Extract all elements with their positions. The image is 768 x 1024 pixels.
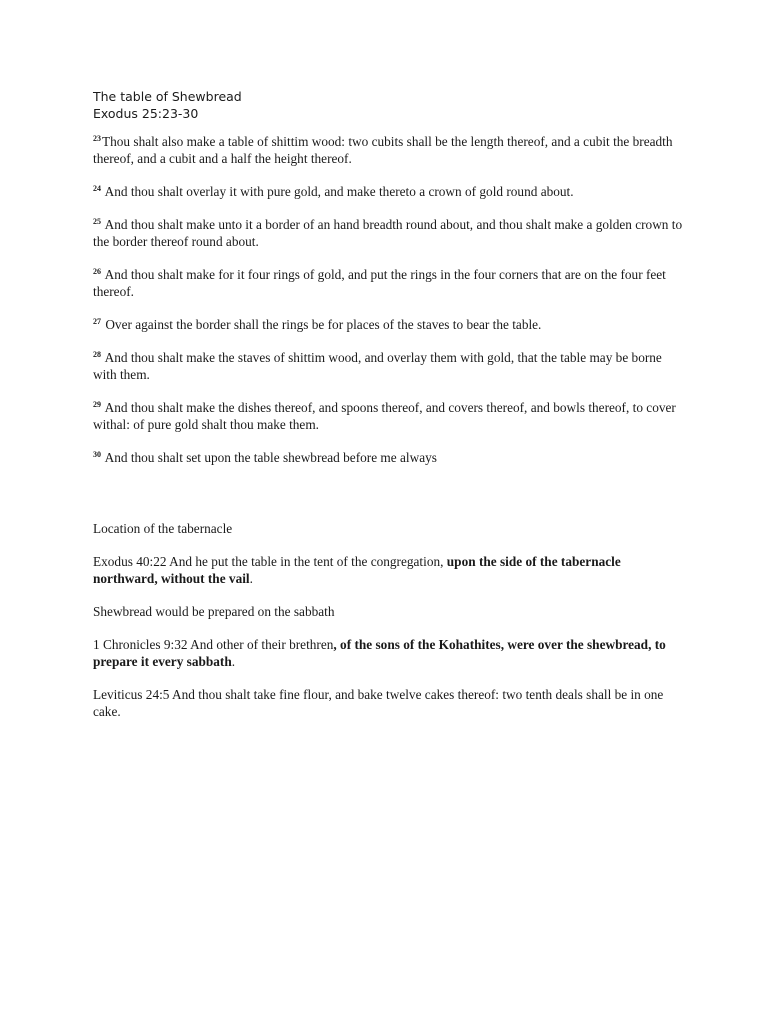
chronicles-end: . — [231, 654, 236, 669]
verse-28 — [93, 349, 683, 383]
verse-text: And thou shalt make the dishes thereof, and spoons thereof, and covers thereof, and bowls thereof, to cover withal: of pure gold shalt thou make them. — [93, 400, 676, 432]
verse-text: And thou shalt make the staves of shittim wood, and overlay them with gold, that the table may be borne with them. — [93, 350, 662, 382]
verse-27 — [93, 316, 683, 333]
chronicles-plain-text: 1 Chronicles 9:32 And other of their brethren — [93, 637, 334, 652]
verse-text: And thou shalt make for it four rings of gold, and put the rings in the four corners that are on the four feet thereof. — [93, 267, 666, 299]
verse-29 — [93, 399, 683, 433]
verse-26 — [93, 266, 683, 300]
leviticus-24-5: Leviticus 24:5 And thou shalt take fine flour, and bake twelve cakes thereof: two tenth deals shall be in one cake. — [93, 687, 664, 719]
verse-number: 29 — [93, 400, 101, 409]
exodus-plain-text: Exodus 40:22 And he put the table in the tent of the congregation, — [93, 554, 447, 569]
document-title: The table of Shewbread — [93, 89, 242, 104]
document-page — [93, 88, 683, 736]
verse-30 — [93, 449, 683, 466]
verse-number: 30 — [93, 450, 101, 459]
sabbath-heading: Shewbread would be prepared on the sabbath — [93, 604, 335, 619]
verse-25 — [93, 216, 683, 250]
verse-text: And thou shalt set upon the table shewbread before me always — [104, 450, 437, 465]
location-heading: Location of the tabernacle — [93, 521, 233, 536]
verse-number: 27 — [93, 317, 101, 326]
verse-23 — [93, 133, 683, 167]
verse-text: Thou shalt also make a table of shittim wood: two cubits shall be the length thereof, and a cubit the breadth thereof, and a cubit and a half the height thereof. — [93, 134, 673, 166]
verse-text: And thou shalt make unto it a border of an hand breadth round about, and thou shalt make a golden crown to the border thereof round about. — [93, 217, 683, 249]
exodus-bold-text: upon the side of the tabernacle northward, without the vail — [93, 554, 621, 586]
exodus-end: . — [249, 571, 253, 586]
exodus-40-22 — [93, 553, 683, 587]
verse-number: 26 — [93, 267, 101, 276]
chronicles-bold-text: , of the sons of the Kohathites, were over the shewbread, to prepare it every sabbath — [93, 637, 666, 669]
chronicles-9-32 — [93, 636, 683, 670]
verse-text: And thou shalt overlay it with pure gold, and make thereto a crown of gold round about. — [104, 184, 574, 199]
verse-text: Over against the border shall the rings be for places of the staves to bear the table. — [105, 317, 542, 332]
verse-24 — [93, 183, 683, 200]
verse-number: 28 — [93, 350, 101, 359]
verse-number: 23 — [93, 134, 101, 143]
verse-number: 24 — [93, 184, 101, 193]
scripture-reference: Exodus 25:23-30 — [93, 106, 199, 121]
verse-number: 25 — [93, 217, 101, 226]
